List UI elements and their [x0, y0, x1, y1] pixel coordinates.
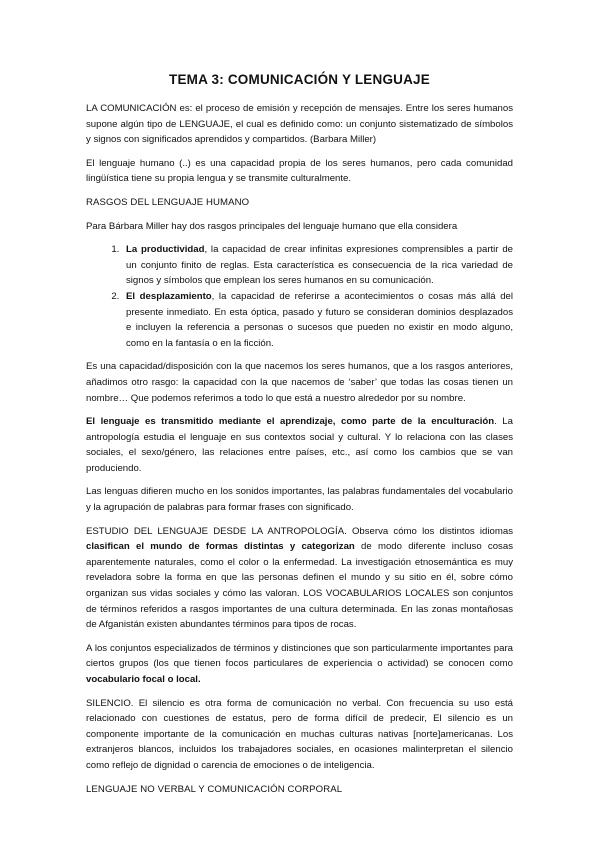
body-text: . La antropología estudia el lenguaje en sus contextos social y cultural. Y lo relaciona con las clases sociales, el sexo/género, las relaciones entre países, etc., así como los cambios que se van produciendo. [86, 416, 513, 474]
list-item-term: La productividad [126, 244, 205, 256]
list-item [122, 242, 513, 289]
emphasis-text: El lenguaje es transmitido mediante el aprendizaje, como parte de la enculturación [86, 416, 495, 428]
paragraph-estudio-antropologia [86, 524, 513, 633]
list-item-text: , la capacidad de crear infinitas expresiones comprensibles a partir de un conjunto finito de reglas. Esta característica es consecuencia de la rica variedad de signos y símbolos que emplean los seres humanos en su comunicación. [126, 244, 513, 287]
section-heading-rasgos: RASGOS DEL LENGUAJE HUMANO [86, 196, 250, 208]
list-item [122, 289, 513, 351]
paragraph-lenguas: Las lenguas difieren mucho en los sonidos importantes, las palabras fundamentales del vocabulario y la agrupación de palabras para formar frases con significado. [86, 486, 513, 514]
paragraph-rasgos-intro: Para Bárbara Miller hay dos rasgos principales del lenguaje humano que ella considera [86, 220, 458, 232]
emphasis-text: clasifican el mundo de formas distintas y categorizan [86, 541, 355, 553]
paragraph-vocabulario-focal [86, 641, 513, 688]
emphasis-text: vocabulario focal o local. [86, 674, 201, 685]
paragraph-capacidad: Es una capacidad/disposición con la que nacemos los seres humanos, que a los rasgos anteriores, añadimos otro rasgo: la capacidad con la que nacemos de ‘saber’ que todas las cosas tienen un nombre… Que podemos referimos a todo lo que está a nuestro alrededor por su nombre. [86, 361, 513, 404]
paragraph-comunicacion: LA COMUNICACIÓN es: el proceso de emisión y recepción de mensajes. Entre los seres humanos supone algún tipo de LENGUAJE, el cual es definido como: un conjunto sistematizado de símbolos y signos con significados aprendidos y compartidos. (Barbara Miller) [86, 103, 513, 146]
body-text: A los conjuntos especializados de términos y distinciones que son particularmente importantes para ciertos grupos (los que tienen focos particulares de experiencia o actividad) se conocen como [86, 642, 513, 670]
list-item-text: , la capacidad de referirse a acontecimientos o cosas más allá del presente inmediato. En esta óptica, pasado y futuro se consideran dominios desplazados e incluyen la referencia a personas o sucesos que pueden no existir en modo alguno, como en la fantasía o en la ficción. [126, 290, 514, 349]
body-text: de modo diferente incluso cosas aparentemente naturales, como el color o la enfermedad. La investigación etnosemántica es muy reveladora sobre la forma en que las personas definen el mundo y su sitio en él, sobre cómo organizan sus vidas sociales y cómo las valoran. LOS VOCABULARIOS LOCALES son conjuntos de términos referidos a rasgos importantes de una cultura determinada. En las zonas montañosas de Afganistán existen abundantes términos para tipos de rocas. [86, 541, 513, 631]
paragraph-lenguaje-humano: El lenguaje humano (..) es una capacidad propia de los seres humanos, pero cada comunidad lingüística tiene su propia lengua y se transmite culturalmente. [86, 157, 513, 185]
list-item-term: El desplazamiento [126, 290, 212, 302]
rasgos-list [86, 242, 513, 351]
paragraph-silencio: SILENCIO. El silencio es otra forma de comunicación no verbal. Con frecuencia su uso está relacionado con cuestiones de estatus, pero de forma difícil de predecir, El silencio es un componente importante de la comunicación en muchas culturas nativas [norte]americanas. Los extranjeros blancos, incluidos los trabajadores sociales, en ocasiones malinterpretan el silencio como reflejo de dignidad o carencia de emociones o de inteligencia. [86, 697, 513, 771]
section-heading-no-verbal: LENGUAJE NO VERBAL Y COMUNICACIÓN CORPORAL [86, 783, 343, 795]
body-text: ESTUDIO DEL LENGUAJE DESDE LA ANTROPOLOGÍA. Observa cómo los distintos idiomas [86, 525, 513, 537]
paragraph-enculturacion [86, 414, 513, 476]
page-title: TEMA 3: COMUNICACIÓN Y LENGUAJE [169, 72, 430, 87]
